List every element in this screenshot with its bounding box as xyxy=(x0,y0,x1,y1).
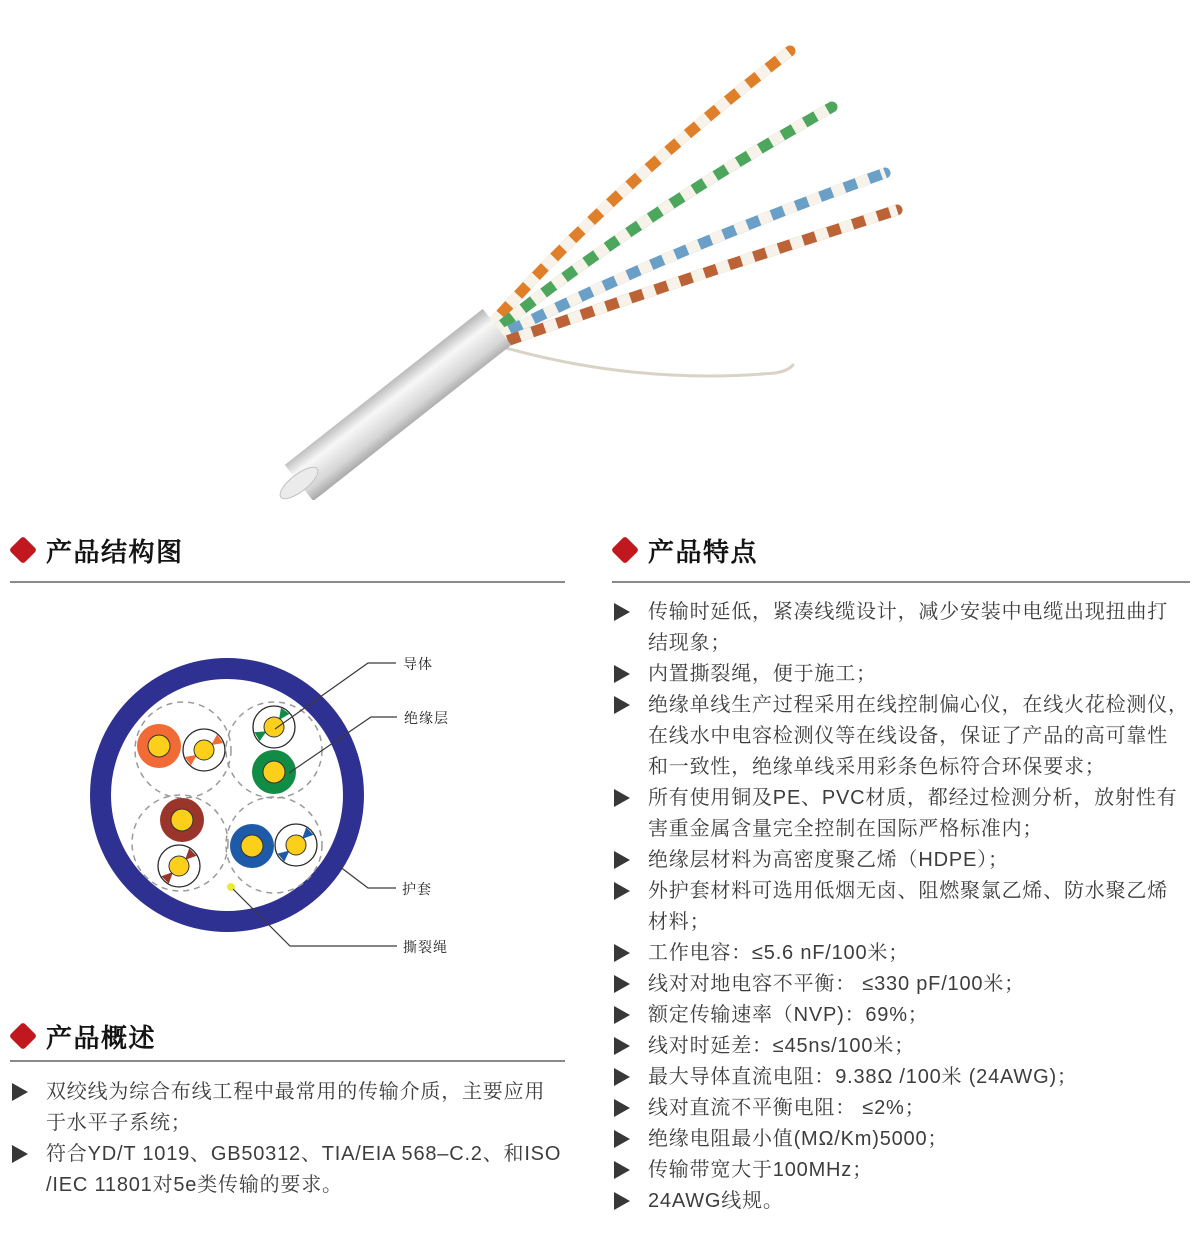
triangle-bullet-icon xyxy=(614,603,630,621)
cable-photo xyxy=(270,30,920,500)
list-item-text xyxy=(648,1000,929,1031)
list-item xyxy=(612,1186,1198,1217)
list-item-text xyxy=(648,1155,873,1186)
list-item-text xyxy=(648,1124,948,1155)
list-item xyxy=(612,1093,1198,1124)
triangle-bullet-icon xyxy=(614,944,630,962)
text-line: 结现象； xyxy=(648,632,732,654)
list-item xyxy=(612,938,1198,969)
list-item xyxy=(612,1155,1198,1186)
text-line: 绝缘电阻最小值(MΩ/Km)5000； xyxy=(648,1128,949,1150)
list-item-text xyxy=(46,1077,545,1139)
list-item xyxy=(612,690,1198,783)
conductor-core xyxy=(286,835,306,855)
list-item xyxy=(612,845,1198,876)
diamond-icon xyxy=(611,536,639,564)
text-line: 线对时延差：≤45ns/100米； xyxy=(648,1035,915,1057)
text-line: 材料； xyxy=(648,911,711,933)
text-line: 绝缘层材料为高密度聚乙烯（HDPE）； xyxy=(648,849,1009,871)
list-item-text xyxy=(648,845,1009,876)
triangle-bullet-icon xyxy=(12,1145,28,1163)
list-item xyxy=(612,1062,1198,1093)
list-item xyxy=(612,876,1198,938)
triangle-bullet-icon xyxy=(614,1006,630,1024)
text-line: 线对直流不平衡电阻： ≤2%； xyxy=(648,1097,926,1119)
triangle-bullet-icon xyxy=(12,1083,28,1101)
green-pair xyxy=(497,107,832,329)
triangle-bullet-icon xyxy=(614,975,630,993)
conductor-core xyxy=(264,717,284,737)
cable-jacket xyxy=(299,327,497,483)
leader-line xyxy=(339,866,396,888)
list-item xyxy=(612,597,1198,659)
divider xyxy=(10,581,565,583)
cross-section-diagram xyxy=(85,650,475,965)
text-line: 绝缘单线生产过程采用在线控制偏心仪，在线火花检测仪， xyxy=(648,694,1189,716)
triangle-bullet-icon xyxy=(614,1192,630,1210)
triangle-bullet-icon xyxy=(614,851,630,869)
section-header-overview xyxy=(10,1017,156,1055)
list-item xyxy=(10,1077,570,1139)
triangle-bullet-icon xyxy=(614,1068,630,1086)
text-line: 额定传输速率（NVP)：69%； xyxy=(648,1004,929,1026)
text-line: 线对对地电容不平衡： ≤330 pF/100米； xyxy=(648,973,1025,995)
list-item-text xyxy=(648,938,909,969)
list-item xyxy=(612,969,1198,1000)
conductor-core xyxy=(263,761,285,783)
section-title: 产品特点 xyxy=(648,536,759,567)
text-line: 在线水中电容检测仪等在线设备，保证了产品的高可靠性 xyxy=(648,725,1168,747)
triangle-bullet-icon xyxy=(614,1099,630,1117)
list-item-text xyxy=(46,1139,561,1201)
list-item-text xyxy=(648,659,877,690)
section-header-structure xyxy=(10,531,184,569)
text-line: 内置撕裂绳，便于施工； xyxy=(648,663,877,685)
text-line: 传输带宽大于100MHz； xyxy=(648,1159,873,1181)
diagram-label-conductor: 导体 xyxy=(403,656,433,672)
list-item-text xyxy=(648,969,1025,1000)
section-title: 产品结构图 xyxy=(46,536,184,567)
list-item xyxy=(612,783,1198,845)
diamond-icon xyxy=(9,1022,37,1050)
sheath-ring xyxy=(101,669,354,922)
list-item xyxy=(612,659,1198,690)
feature-list xyxy=(612,597,1198,1217)
list-item-text xyxy=(648,1186,784,1217)
list-item xyxy=(10,1139,570,1201)
list-item-text xyxy=(648,1062,1078,1093)
list-item-text xyxy=(648,1031,915,1062)
overview-list xyxy=(10,1077,570,1201)
ripcord-string xyxy=(506,348,793,376)
list-item xyxy=(612,1124,1198,1155)
conductor-core xyxy=(241,835,263,857)
conductor-core xyxy=(169,856,189,876)
conductor-core xyxy=(194,740,214,760)
section-header-features xyxy=(612,531,758,569)
triangle-bullet-icon xyxy=(614,1130,630,1148)
list-item xyxy=(612,1000,1198,1031)
conductor-core xyxy=(171,809,193,831)
conductor-core xyxy=(148,735,170,757)
diagram-label-sheath: 护套 xyxy=(402,881,432,897)
triangle-bullet-icon xyxy=(614,789,630,807)
list-item-text xyxy=(648,1093,925,1124)
text-line: 24AWG线规。 xyxy=(648,1190,784,1212)
section-title: 产品概述 xyxy=(46,1022,157,1053)
diamond-icon xyxy=(9,536,37,564)
list-item xyxy=(612,1031,1198,1062)
text-line: /IEC 11801对5e类传输的要求。 xyxy=(46,1174,343,1196)
text-line: 符合YD/T 1019、GB50312、TIA/EIA 568–C.2、和ISO xyxy=(46,1143,562,1165)
diagram-label-insulation: 绝缘层 xyxy=(404,710,449,726)
text-line: 工作电容：≤5.6 nF/100米； xyxy=(648,942,910,964)
text-line: 害重金属含量完全控制在国际严格标准内； xyxy=(648,818,1044,840)
text-line: 于水平子系统； xyxy=(46,1112,192,1134)
text-line: 双绞线为综合布线工程中最常用的传输介质，主要应用 xyxy=(46,1081,546,1103)
list-item-text xyxy=(648,597,1168,659)
diagram-label-ripcord: 撕裂绳 xyxy=(403,939,448,955)
triangle-bullet-icon xyxy=(614,1161,630,1179)
triangle-bullet-icon xyxy=(614,665,630,683)
triangle-bullet-icon xyxy=(614,1037,630,1055)
list-item-text xyxy=(648,876,1168,938)
triangle-bullet-icon xyxy=(614,696,630,714)
text-line: 最大导体直流电阻：9.38Ω /100米 (24AWG)； xyxy=(648,1066,1078,1088)
text-line: 和一致性，绝缘单线采用彩条色标符合环保要求； xyxy=(648,756,1106,778)
list-item-text xyxy=(648,690,1189,783)
text-line: 所有使用铜及PE、PVC材质，都经过检测分析，放射性有 xyxy=(648,787,1178,809)
orange-pair xyxy=(492,51,790,324)
triangle-bullet-icon xyxy=(614,882,630,900)
list-item-text xyxy=(648,783,1177,845)
text-line: 传输时延低，紧凑线缆设计，减少安装中电缆出现扭曲打 xyxy=(648,601,1168,623)
text-line: 外护套材料可选用低烟无卤、阻燃聚氯乙烯、防水聚乙烯 xyxy=(648,880,1168,902)
divider xyxy=(10,1060,565,1062)
divider xyxy=(612,581,1190,583)
